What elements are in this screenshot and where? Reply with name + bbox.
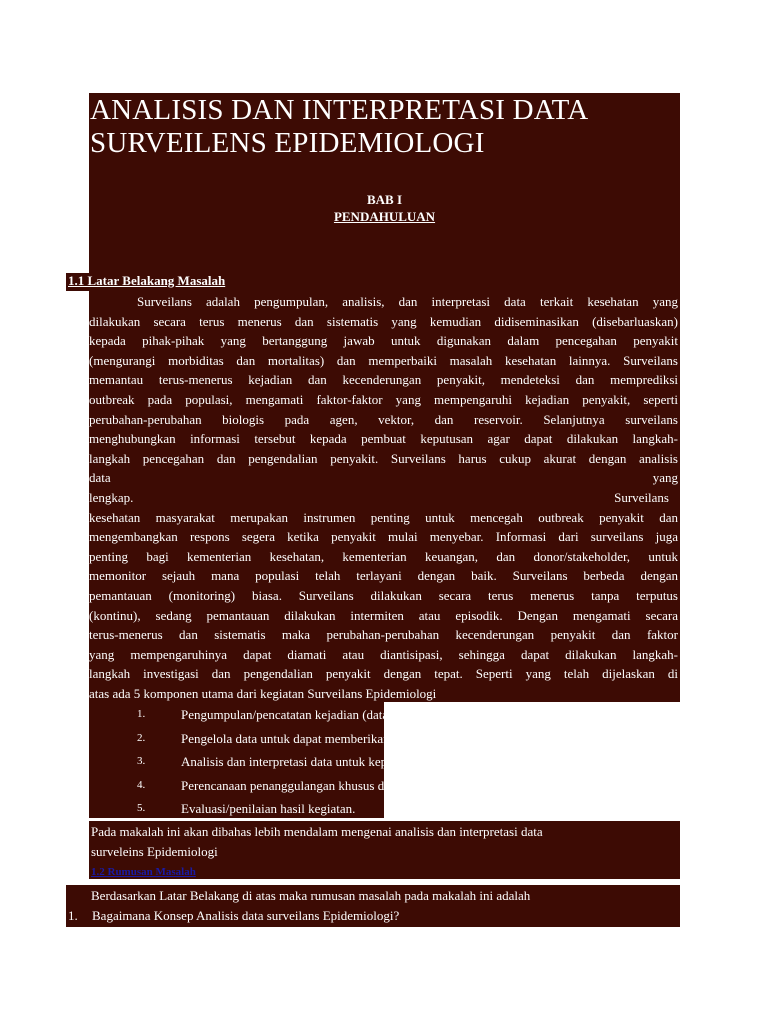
- paragraph-line: (mengurangi morbiditas dan mortalitas) dan memperbaiki masalah kesehatan lainnya. Surveilans: [89, 352, 678, 368]
- chapter-name: [89, 209, 680, 225]
- paragraph-line: memantau terus-menerus kejadian dan kecenderungan penyakit, mendeteksi dan memprediksi: [89, 372, 678, 388]
- paragraph-line: memonitor sejauh mana populasi telah terlayani dengan baik. Surveilans berbeda dengan: [89, 568, 678, 584]
- paragraph-line: [89, 488, 669, 508]
- closing-line-1: Pada makalah ini akan dibahas lebih mendalam mengenai analisis dan interpretasi data: [91, 824, 543, 839]
- list-item-number: 5.: [137, 802, 146, 814]
- paragraph-line: dilakukan secara terus menerus dan sistematis yang kemudian didiseminasikan (disebarluaskan): [89, 313, 678, 329]
- list-item-text: Pengelola data untuk dapat memberikan keterangan yang berarti.: [181, 730, 519, 746]
- paragraph-line: [89, 468, 678, 488]
- paragraph-word: yang: [652, 470, 678, 486]
- paragraph-line: kepada pihak-pihak yang bertanggung jawab untuk digunakan dalam pencegahan penyakit: [89, 333, 678, 349]
- paragraph-line: (kontinu), sedang pemantauan dilakukan intermiten atau episodik. Dengan mengamati secara: [89, 607, 678, 623]
- problem-item-text: Bagaimana Konsep Analisis data surveilans Epidemiologi?: [92, 908, 400, 923]
- rumusan-masalah-link[interactable]: 1.2 Rumusan Masalah: [91, 866, 196, 878]
- paragraph-word: lengkap.: [89, 490, 134, 505]
- paragraph-word: data: [89, 470, 111, 486]
- paragraph-line: langkah pencegahan dan pengendalian penyakit. Surveilans harus cukup akurat dengan analisis: [89, 450, 678, 466]
- paragraph-line: yang mempengaruhinya dapat diamati atau diantisipasi, sehingga dapat dilakukan langkah-: [89, 646, 678, 662]
- problem-item-number: 1.: [68, 908, 78, 923]
- chapter-name-text: PENDAHULUAN: [333, 209, 436, 224]
- paragraph-line: pemantauan (monitoring) biasa. Surveilans dilakukan secara terus menerus tanpa terputus: [89, 588, 678, 603]
- paragraph-line: outbreak pada populasi, mengamati faktor-faktor yang mempengaruhi kejadian penyakit, seperti: [89, 392, 678, 407]
- problem-intro: Berdasarkan Latar Belakang di atas maka rumusan masalah pada makalah ini adalah: [91, 888, 531, 903]
- title-line-1: ANALISIS DAN INTERPRETASI DATA: [90, 94, 589, 126]
- list-item-text: Pengumpulan/pencatatan kejadian (data) yang dapat dipercaya.: [181, 707, 510, 722]
- list-item-text: Evaluasi/penilaian hasil kegiatan.: [181, 801, 356, 816]
- closing-line-2: surveleins Epidemiologi: [91, 844, 218, 859]
- paragraph-line: Surveilans adalah pengumpulan, analisis, dan interpretasi data terkait kesehatan yang: [137, 294, 678, 309]
- section-heading-1-1: 1.1 Latar Belakang Masalah: [68, 273, 226, 288]
- section-heading-1-2-link[interactable]: [91, 861, 196, 882]
- paragraph-line: kesehatan masyarakat merupakan instrumen penting untuk mencegah outbreak penyakit dan: [89, 509, 678, 525]
- title-line-2: SURVEILENS EPIDEMIOLOGI: [90, 127, 485, 159]
- list-item-number: 4.: [137, 778, 146, 791]
- paragraph-line: menghubungkan informasi tersebut kepada pembuat keputusan agar dapat dilakukan langkah-: [89, 431, 678, 447]
- document-title: [90, 94, 680, 160]
- paragraph-line: atas ada 5 komponen utama dari kegiatan Surveilans Epidemiologi: [89, 686, 437, 701]
- paragraph-line: penting bagi kementerian kesehatan, kementerian keuangan, dan donor/stakeholder, untuk: [89, 548, 678, 564]
- paragraph-line: langkah investigasi dan pengendalian penyakit dengan tepat. Seperti yang telah dijelaskan di: [89, 666, 678, 682]
- list-item-number: 3.: [137, 755, 146, 767]
- paragraph-line: terus-menerus dan sistematis maka perubahan-perubahan kecenderungan penyakit dan faktor: [89, 627, 678, 643]
- paragraph-word: Surveilans: [614, 490, 669, 505]
- chapter-number: BAB I: [366, 192, 403, 207]
- list-item-text: Perencanaan penanggulangan khusus dan program pelaksanaannya.: [181, 777, 533, 793]
- list-item-number: 1.: [137, 708, 146, 720]
- paragraph-line: mengembangkan respons segera ketika penyakit mulai menyebar. Informasi dari surveilans juga: [89, 529, 678, 545]
- paragraph-line: perubahan-perubahan biologis pada agen, vektor, dan reservoir. Selanjutnya surveilans: [89, 411, 678, 427]
- list-item-number: 2.: [137, 731, 146, 744]
- list-item-text: Analisis dan interpretasi data untuk keperluan kegiatan.: [181, 754, 471, 769]
